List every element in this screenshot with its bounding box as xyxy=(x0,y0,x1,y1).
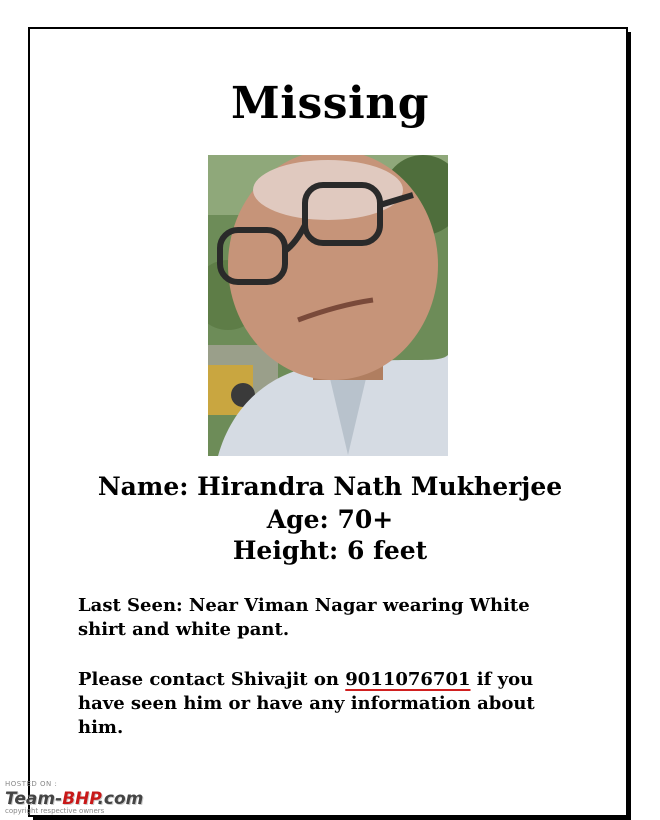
team-bhp-logo xyxy=(5,789,195,809)
contact-phone-number[interactable]: 9011076701 xyxy=(345,669,471,690)
logo-team: Team- xyxy=(5,789,63,809)
team-bhp-watermark xyxy=(5,780,195,818)
last-seen-text: Last Seen: Near Viman Nagar wearing White shirt and white pant. xyxy=(78,595,530,640)
logo-bhp: BHP xyxy=(62,789,98,809)
watermark-hosted-on: HOSTED ON : xyxy=(5,780,58,788)
logo-com: .com xyxy=(97,789,144,809)
person-height: Height: 6 feet xyxy=(232,536,428,565)
contact-prefix: Please contact Shivajit on xyxy=(78,669,339,690)
poster-title: Missing xyxy=(231,78,429,129)
watermark-copyright: copyright respective owners xyxy=(5,807,105,815)
person-name: Name: Hirandra Nath Mukherjee xyxy=(97,472,563,501)
contact-text xyxy=(78,668,578,740)
missing-person-photo xyxy=(208,155,448,456)
person-age: Age: 70+ xyxy=(266,505,394,534)
contact-suffix: if you have seen him or have any information about him. xyxy=(78,669,535,738)
